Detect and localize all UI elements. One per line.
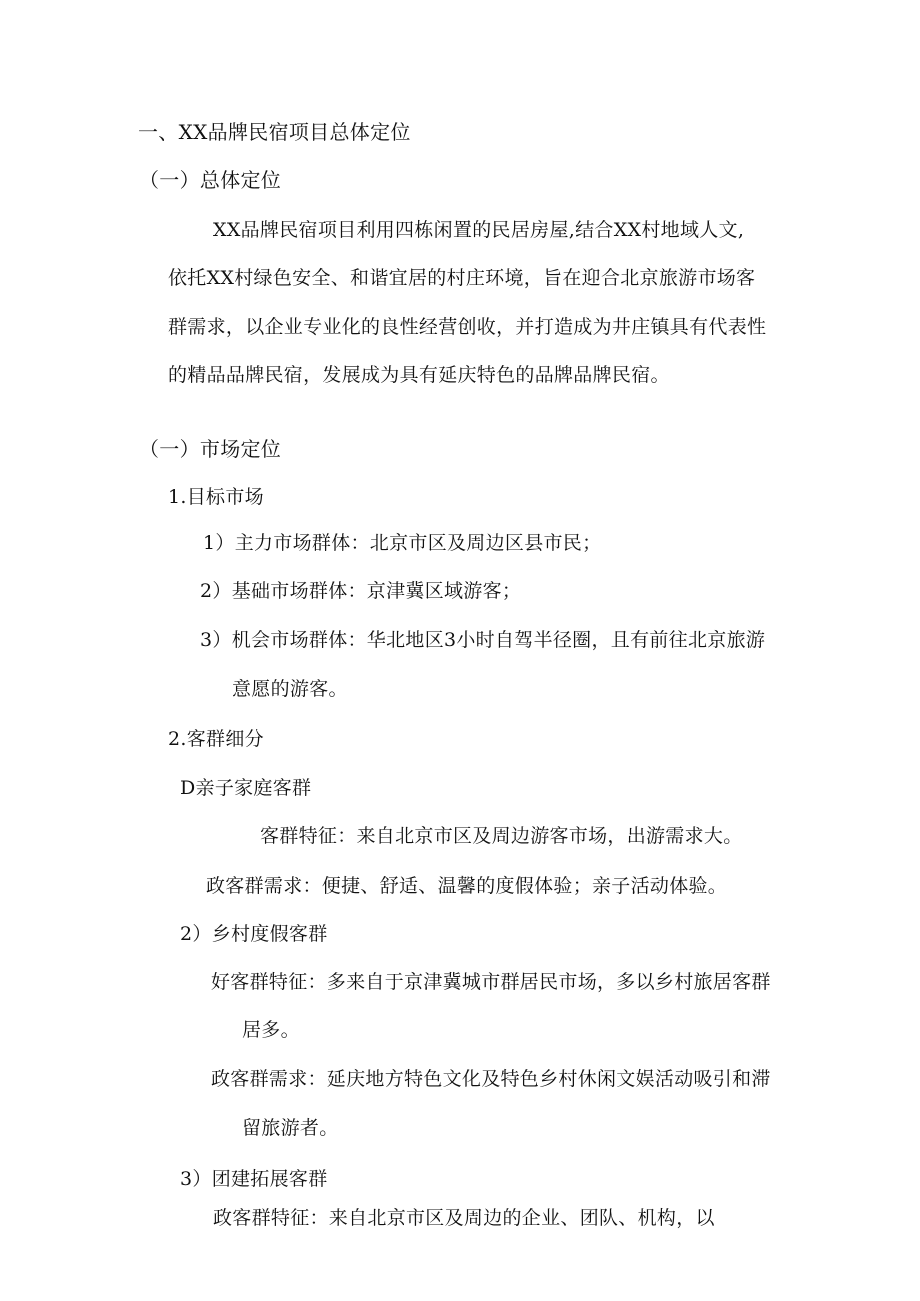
segment-title-team: 3）团建拓展客群 (180, 1168, 328, 1190)
subsection-title-segments: 2.客群细分 (168, 728, 264, 750)
section-title-market-positioning: （一）市场定位 (139, 437, 282, 461)
main-heading: 一、XX品牌民宿项目总体定位 (138, 120, 411, 144)
list-item-continued: 意愿的游客。 (232, 678, 348, 700)
paragraph-line: XX品牌民宿项目利用四栋闲置的民居房屋,结合XX村地域人文, (213, 219, 745, 241)
segment-title-rural: 2）乡村度假客群 (180, 923, 328, 945)
segment-need: 政客群需求：延庆地方特色文化及特色乡村休闲文娱活动吸引和滞 (211, 1068, 771, 1090)
section-title-overall-positioning: （一）总体定位 (139, 168, 282, 192)
segment-feature: 政客群特征：来自北京市区及周边的企业、团队、机构，以 (213, 1207, 715, 1229)
list-item: 3）机会市场群体：华北地区3小时自驾半径圈，且有前往北京旅游 (200, 629, 766, 651)
segment-feature: 客群特征：来自北京市区及周边游客市场，出游需求大。 (260, 825, 743, 847)
subsection-title-target-market: 1.目标市场 (168, 486, 264, 508)
segment-need-continued: 留旅游者。 (242, 1117, 339, 1139)
segment-need: 政客群需求：便捷、舒适、温馨的度假体验；亲子活动体验。 (206, 875, 728, 897)
segment-feature-continued: 居多。 (242, 1019, 300, 1041)
list-item: 2）基础市场群体：京津冀区域游客； (200, 580, 522, 602)
segment-feature: 好客群特征：多来自于京津冀城市群居民市场，多以乡村旅居客群 (211, 971, 771, 993)
paragraph-line: 依托XX村绿色安全、和谐宜居的村庄环境，旨在迎合北京旅游市场客 (168, 267, 756, 289)
paragraph-line: 的精品品牌民宿，发展成为具有延庆特色的品牌品牌民宿。 (168, 364, 670, 386)
paragraph-line: 群需求，以企业专业化的良性经营创收，并打造成为井庄镇具有代表性 (168, 316, 767, 338)
segment-title-family: D亲子家庭客群 (180, 777, 312, 799)
list-item: 1）主力市场群体：北京市区及周边区县市民； (203, 532, 602, 554)
